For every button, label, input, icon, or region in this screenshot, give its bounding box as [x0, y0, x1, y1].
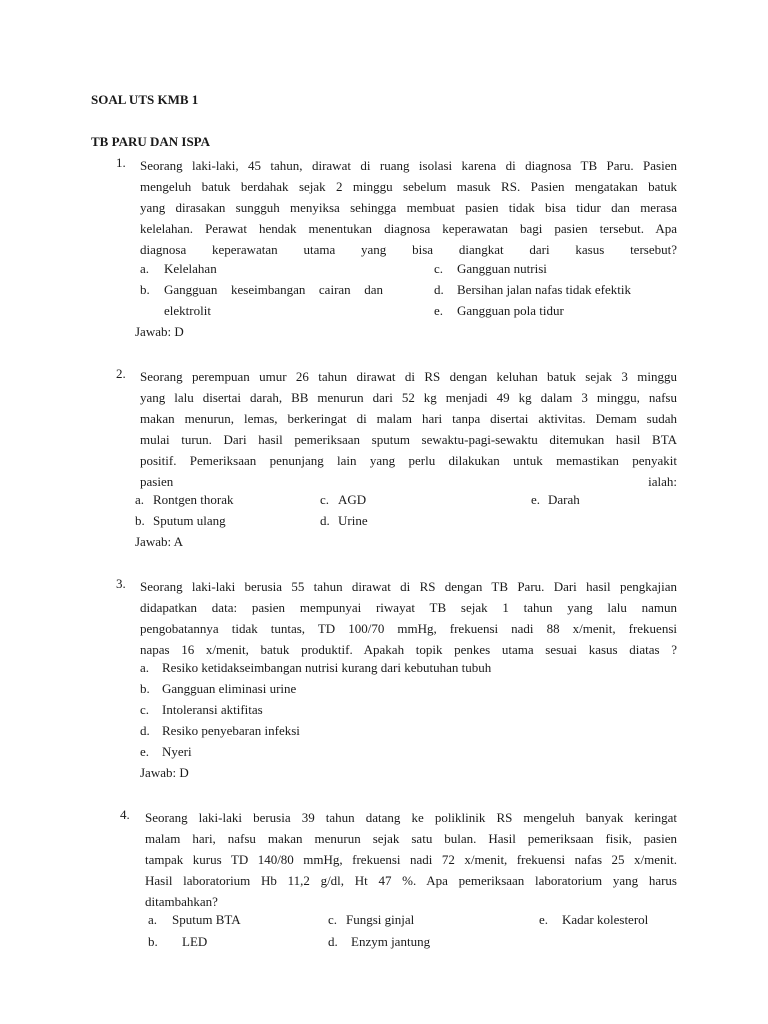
- question-number: 2.: [116, 366, 126, 381]
- answer-key: Jawab: D: [140, 765, 189, 780]
- question-number: 3.: [116, 576, 126, 591]
- question-text: Seorang laki-laki berusia 39 tahun datang ke poliklinik RS mengeluh banyak keringat malam hari, nafsu makan menurun sejak satu bulan. Hasil pemeriksaan fisik, pasien tampak kurus TD 140/80 mmHg, frekuensi nadi 72 x/menit, frekuensi nafas 25 x/menit. Hasil laboratorium Hb 11,2 g/dl, Ht 47 %. Apa pemeriksaan laboratorium yang harus ditambahkan?: [145, 810, 677, 909]
- question-text: Seorang perempuan umur 26 tahun dirawat di RS dengan keluhan batuk sejak 3 minggu yang lalu disertai darah, BB menurun dari 52 kg menjadi 49 kg dalam 3 minggu, nafsu makan menurun, lemas, berkeringat di malam hari tanpa disertai aktivitas. Demam sudah mulai turun. Dari hasil pemeriksaan sputum sewaktu-pagi-sewaktu ditemukan hasil BTA positif. Pemeriksaan penunjang lain yang perlu dilakukan untuk memastikan penyakit pasien ialah:: [140, 369, 677, 489]
- answer-key: Jawab: D: [135, 324, 184, 339]
- question-text: Seorang laki-laki, 45 tahun, dirawat di ruang isolasi karena di diagnosa TB Paru. Pasien mengeluh batuk berdahak sejak 2 minggu sebelum masuk RS. Pasien mengatakan batuk yang dirasakan sungguh menyiksa sehingga membuat pasien tidak bisa tidur dan merasa kelelahan. Perawat hendak menentukan diagnosa keperawatan bagi pasien tersebut. Apa diagnosa keperawatan utama yang bisa diangkat dari kasus tersebut?: [140, 158, 677, 257]
- question-number: 1.: [116, 155, 126, 170]
- document-title: SOAL UTS KMB 1: [91, 92, 199, 107]
- answer-key: Jawab: A: [135, 534, 184, 549]
- section-heading: TB PARU DAN ISPA: [91, 134, 211, 149]
- question-number: 4.: [120, 807, 130, 822]
- question-text: Seorang laki-laki berusia 55 tahun dirawat di RS dengan TB Paru. Dari hasil pengkajian didapatkan data: pasien mempunyai riwayat TB sejak 1 tahun yang lalu namun pengobatannya tidak tuntas, TD 100/70 mmHg, frekuensi nadi 88 x/menit, frekuensi napas 16 x/menit, batuk produktif. Apakah topik penkes utama sesuai kasus diatas ?: [140, 579, 677, 657]
